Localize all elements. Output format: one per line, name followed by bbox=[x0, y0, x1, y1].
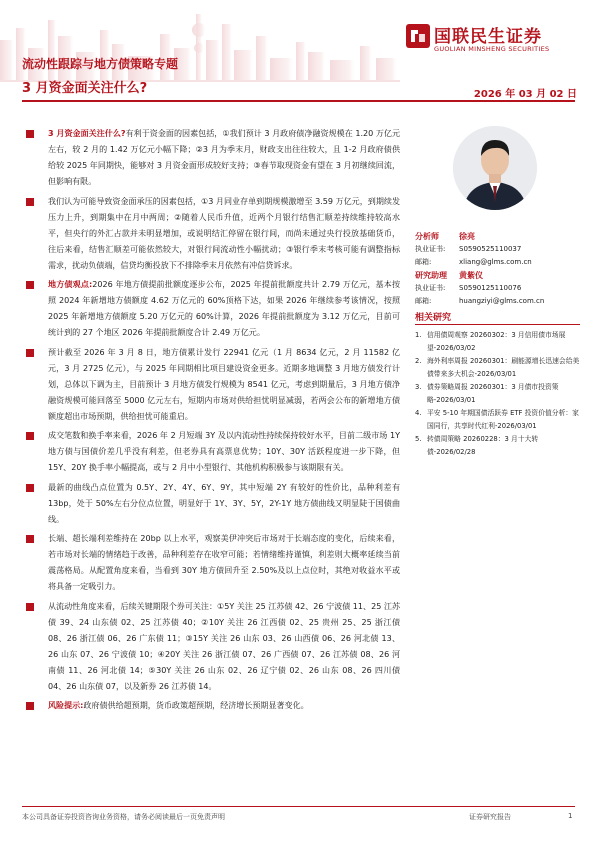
contact-label: 执业证书: bbox=[415, 245, 446, 253]
contact-email[interactable]: xliang@glms.com.cn bbox=[459, 258, 532, 266]
paragraph-text: 长端、超长端利差维持在 20bp 以上水平，观察美伊冲突后市场对于长端态度的变化，后续来看，若市场对长端的情绪趋于改善，品种利差存在收窄可能；若情绪维持谨慎，利差则大概率延续当前震荡格局。从配置角度来看，当看到 30Y 地方债回升至 2.50%及以上点位时，其绝对收益水平或将具备一定吸引力。 bbox=[48, 534, 400, 591]
paragraph bbox=[22, 531, 400, 595]
related-item[interactable] bbox=[415, 381, 585, 406]
related-item[interactable] bbox=[415, 329, 585, 354]
related-item-text: 平安 5-10 年期国债活跃券 ETF 投资价值分析：家国同行，共享时代红利-2026/03/01 bbox=[427, 409, 579, 430]
paragraph-text: 政府债供给超预期，货币政策超预期，经济增长预期显著变化。 bbox=[83, 701, 309, 710]
report-date: 2026 年 03 月 02 日 bbox=[473, 89, 577, 100]
paragraph bbox=[22, 126, 400, 190]
paragraph bbox=[22, 480, 400, 528]
brand-name-cn: 国联民生证券 bbox=[434, 27, 542, 47]
report-series: 流动性跟踪与地方债策略专题 bbox=[22, 57, 179, 71]
brand-logo bbox=[406, 22, 586, 62]
related-item[interactable] bbox=[415, 407, 585, 432]
related-item-text: 债券策略周报 20260301：3 月债市投资策略-2026/03/01 bbox=[427, 383, 559, 404]
contact-row bbox=[415, 256, 585, 269]
brand-name-en: GUOLIAN MINSHENG SECURITIES bbox=[434, 45, 550, 53]
contact-row bbox=[415, 243, 585, 256]
paragraph-text: 预计截至 2026 年 3 月 8 日，地方债累计发行 22941 亿元（1 月 8634 亿元，2 月 11582 亿元，3 月 2725 亿元），与 2025 年同期相比项目建设资金更多。近期多地调整 3 月地方债发行计划，总体以下调为主，目前预计 3 月地方债发行规模为 8541 亿元，考虑到期量后，3 月地方债净融资规模可能回落至 5000 亿元左右，短期内市场对供给担忧明显减弱，若两会公布的新增地方债额度超出市场预期，供给担忧可能重启。 bbox=[48, 347, 400, 421]
contact-label: 邮箱: bbox=[415, 258, 432, 266]
paragraph-text: 2026 年地方债提前批额度逐步公布，2025 年提前批额度共计 2.79 万亿元，基本按照 2024 年新增地方债额度 4.62 万亿元的 60%顶格下达，如果 2026 年继续参考该情况，按照 2025 年新增地方债额度 5.20 万亿元的 60%计算，2026 年提前批额度为 3.12 万亿元，目前可统计到的 27 个地区 2026 年提前批额度合计 2.49 万亿元。 bbox=[48, 280, 401, 337]
related-research-title: 相关研究 bbox=[415, 313, 452, 323]
paragraph bbox=[22, 345, 400, 425]
bullet-marker bbox=[26, 130, 34, 138]
contact-value: 黄紫仪 bbox=[459, 271, 483, 280]
footer-divider bbox=[22, 806, 575, 807]
paragraph-text: 最新的曲线凸点位置为 0.5Y、2Y、4Y、6Y、9Y，其中短端 2Y 有较好的性价比，品种利差有 13bp，处于 50%左右分位点位置，明显好于 1Y、3Y、5Y，2Y-1Y 地方债曲线又明显陡于国债曲线。 bbox=[48, 482, 400, 524]
contact-email[interactable]: huangziyi@glms.com.cn bbox=[459, 297, 545, 305]
contact-row bbox=[415, 230, 585, 243]
paragraph bbox=[22, 599, 400, 695]
paragraph-lead: 地方债观点: bbox=[48, 280, 93, 289]
bullet-marker bbox=[26, 349, 34, 357]
related-item-number: 4. bbox=[415, 409, 422, 417]
contact-label: 执业证书: bbox=[415, 284, 446, 292]
related-research-list bbox=[415, 329, 585, 459]
bullet-marker bbox=[26, 198, 34, 206]
analyst-photo bbox=[453, 126, 537, 210]
related-item[interactable] bbox=[415, 433, 585, 458]
report-body bbox=[22, 126, 400, 718]
paragraph-lead: 风险提示: bbox=[48, 701, 84, 710]
contact-value: S0590125110076 bbox=[459, 284, 522, 292]
paragraph-text: 我们认为可能导致资金面承压的因素包括，①3 月同业存单到期规模激增至 3.59 万亿元，到期续发压力上升，到期集中在月中两周；②随着人民币升值，近两个月银行结售汇顺差持续维持较高水平，但央行的外汇占款并未明显增加，或说明结汇停留在银行间，而尚未通过央行投放基础货币，往后来看，结售汇顺差可能依然较大，对银行间流动性小幅扰动；③银行季末考核可能有调整指标需求，扰动负债端，信贷均衡投放下不排除季末月依然有冲信贷诉求。 bbox=[48, 196, 400, 270]
related-item-text: 转债周策略 20260228：3 月十大转债-2026/02/28 bbox=[427, 435, 539, 456]
related-item-text: 海外利率周报 20260301：刷能源增长迅速会给美债带来多大机会-2026/03/01 bbox=[427, 357, 580, 378]
header-divider bbox=[22, 100, 575, 102]
contact-row bbox=[415, 282, 585, 295]
contact-row bbox=[415, 269, 585, 282]
contact-value: S0590525110037 bbox=[459, 245, 522, 253]
footer-report-type: 证券研究报告 bbox=[469, 813, 511, 821]
paragraph bbox=[22, 698, 400, 714]
related-item[interactable] bbox=[415, 355, 585, 380]
paragraph-text: 从流动性角度来看，后续关键期限个券可关注：①5Y 关注 25 江苏债 42、26 宁波债 11、25 江苏债 39、24 山东债 02、25 江苏债 40；②10Y 关注 26 江西债 02、25 贵州 25、25 浙江债 08、26 浙江债 06、26 广东债 11；③15Y 关注 26 山东 03、26 山西债 06、26 河北债 13、26 山东 07、26 宁波债 10；④20Y 关注 26 浙江债 07、26 广西债 07、26 江苏债 08、26 河南债 11、26 河北债 14；⑤30Y 关注 26 山东 02、26 辽宁债 02、26 山东 08、26 四川债 04、26 山东债 07，以及新券 26 江苏债 14。 bbox=[48, 601, 400, 691]
analyst-portrait-icon bbox=[453, 126, 537, 210]
contact-label: 邮箱: bbox=[415, 297, 432, 305]
page-number: 1 bbox=[568, 812, 573, 820]
contact-label: 分析师 bbox=[415, 232, 439, 241]
bullet-marker bbox=[26, 484, 34, 492]
paragraph-text: 有利于资金面的因素包括，①我们预计 3 月政府债净融资规模在 1.20 万亿元左右，较 2 月的 1.42 万亿元小幅下降；②3 月为季末月，财政支出往往较大，且 1-2 月政府债供给较 2025 年同期快，能够对 3 月资金面形成较好支持；③春节取现资金有望在 3 月初继续回流，但影响有限。 bbox=[48, 129, 400, 186]
related-divider bbox=[415, 324, 580, 325]
related-item-number: 1. bbox=[415, 331, 422, 339]
contact-value: 徐亮 bbox=[459, 232, 475, 241]
bullet-marker bbox=[26, 702, 34, 710]
brand-mark-icon bbox=[406, 24, 430, 48]
bullet-marker bbox=[26, 603, 34, 611]
paragraph-lead: 3 月资金面关注什么? bbox=[48, 129, 126, 138]
bullet-marker bbox=[26, 535, 34, 543]
paragraph bbox=[22, 277, 400, 341]
related-item-number: 2. bbox=[415, 357, 422, 365]
footer-disclaimer: 本公司具备证券投资咨询业务资格，请务必阅读最后一页免责声明 bbox=[22, 813, 225, 821]
related-item-number: 5. bbox=[415, 435, 422, 443]
contact-label: 研究助理 bbox=[415, 271, 447, 280]
paragraph bbox=[22, 428, 400, 476]
bullet-marker bbox=[26, 281, 34, 289]
bullet-marker bbox=[26, 432, 34, 440]
analyst-contacts bbox=[415, 230, 585, 308]
related-item-number: 3. bbox=[415, 383, 422, 391]
report-title: 3 月资金面关注什么? bbox=[22, 81, 148, 96]
paragraph bbox=[22, 194, 400, 274]
paragraph-text: 成交笔数和换手率来看，2026 年 2 月短端 3Y 及以内流动性持续保持较好水平，目前二级市场 1Y 地方债与国债价差几乎没有利差，但老券具有高票息优势；10Y、30Y 活跃程度进一步下降，但 15Y、20Y 换手率小幅提高，或与 2 月中小型银行、其他机构积极参与该期限有关。 bbox=[48, 431, 400, 472]
related-item-text: 信用债周观察 20260302：3 月信用债市场展望-2026/03/02 bbox=[427, 331, 566, 352]
contact-row bbox=[415, 295, 585, 308]
